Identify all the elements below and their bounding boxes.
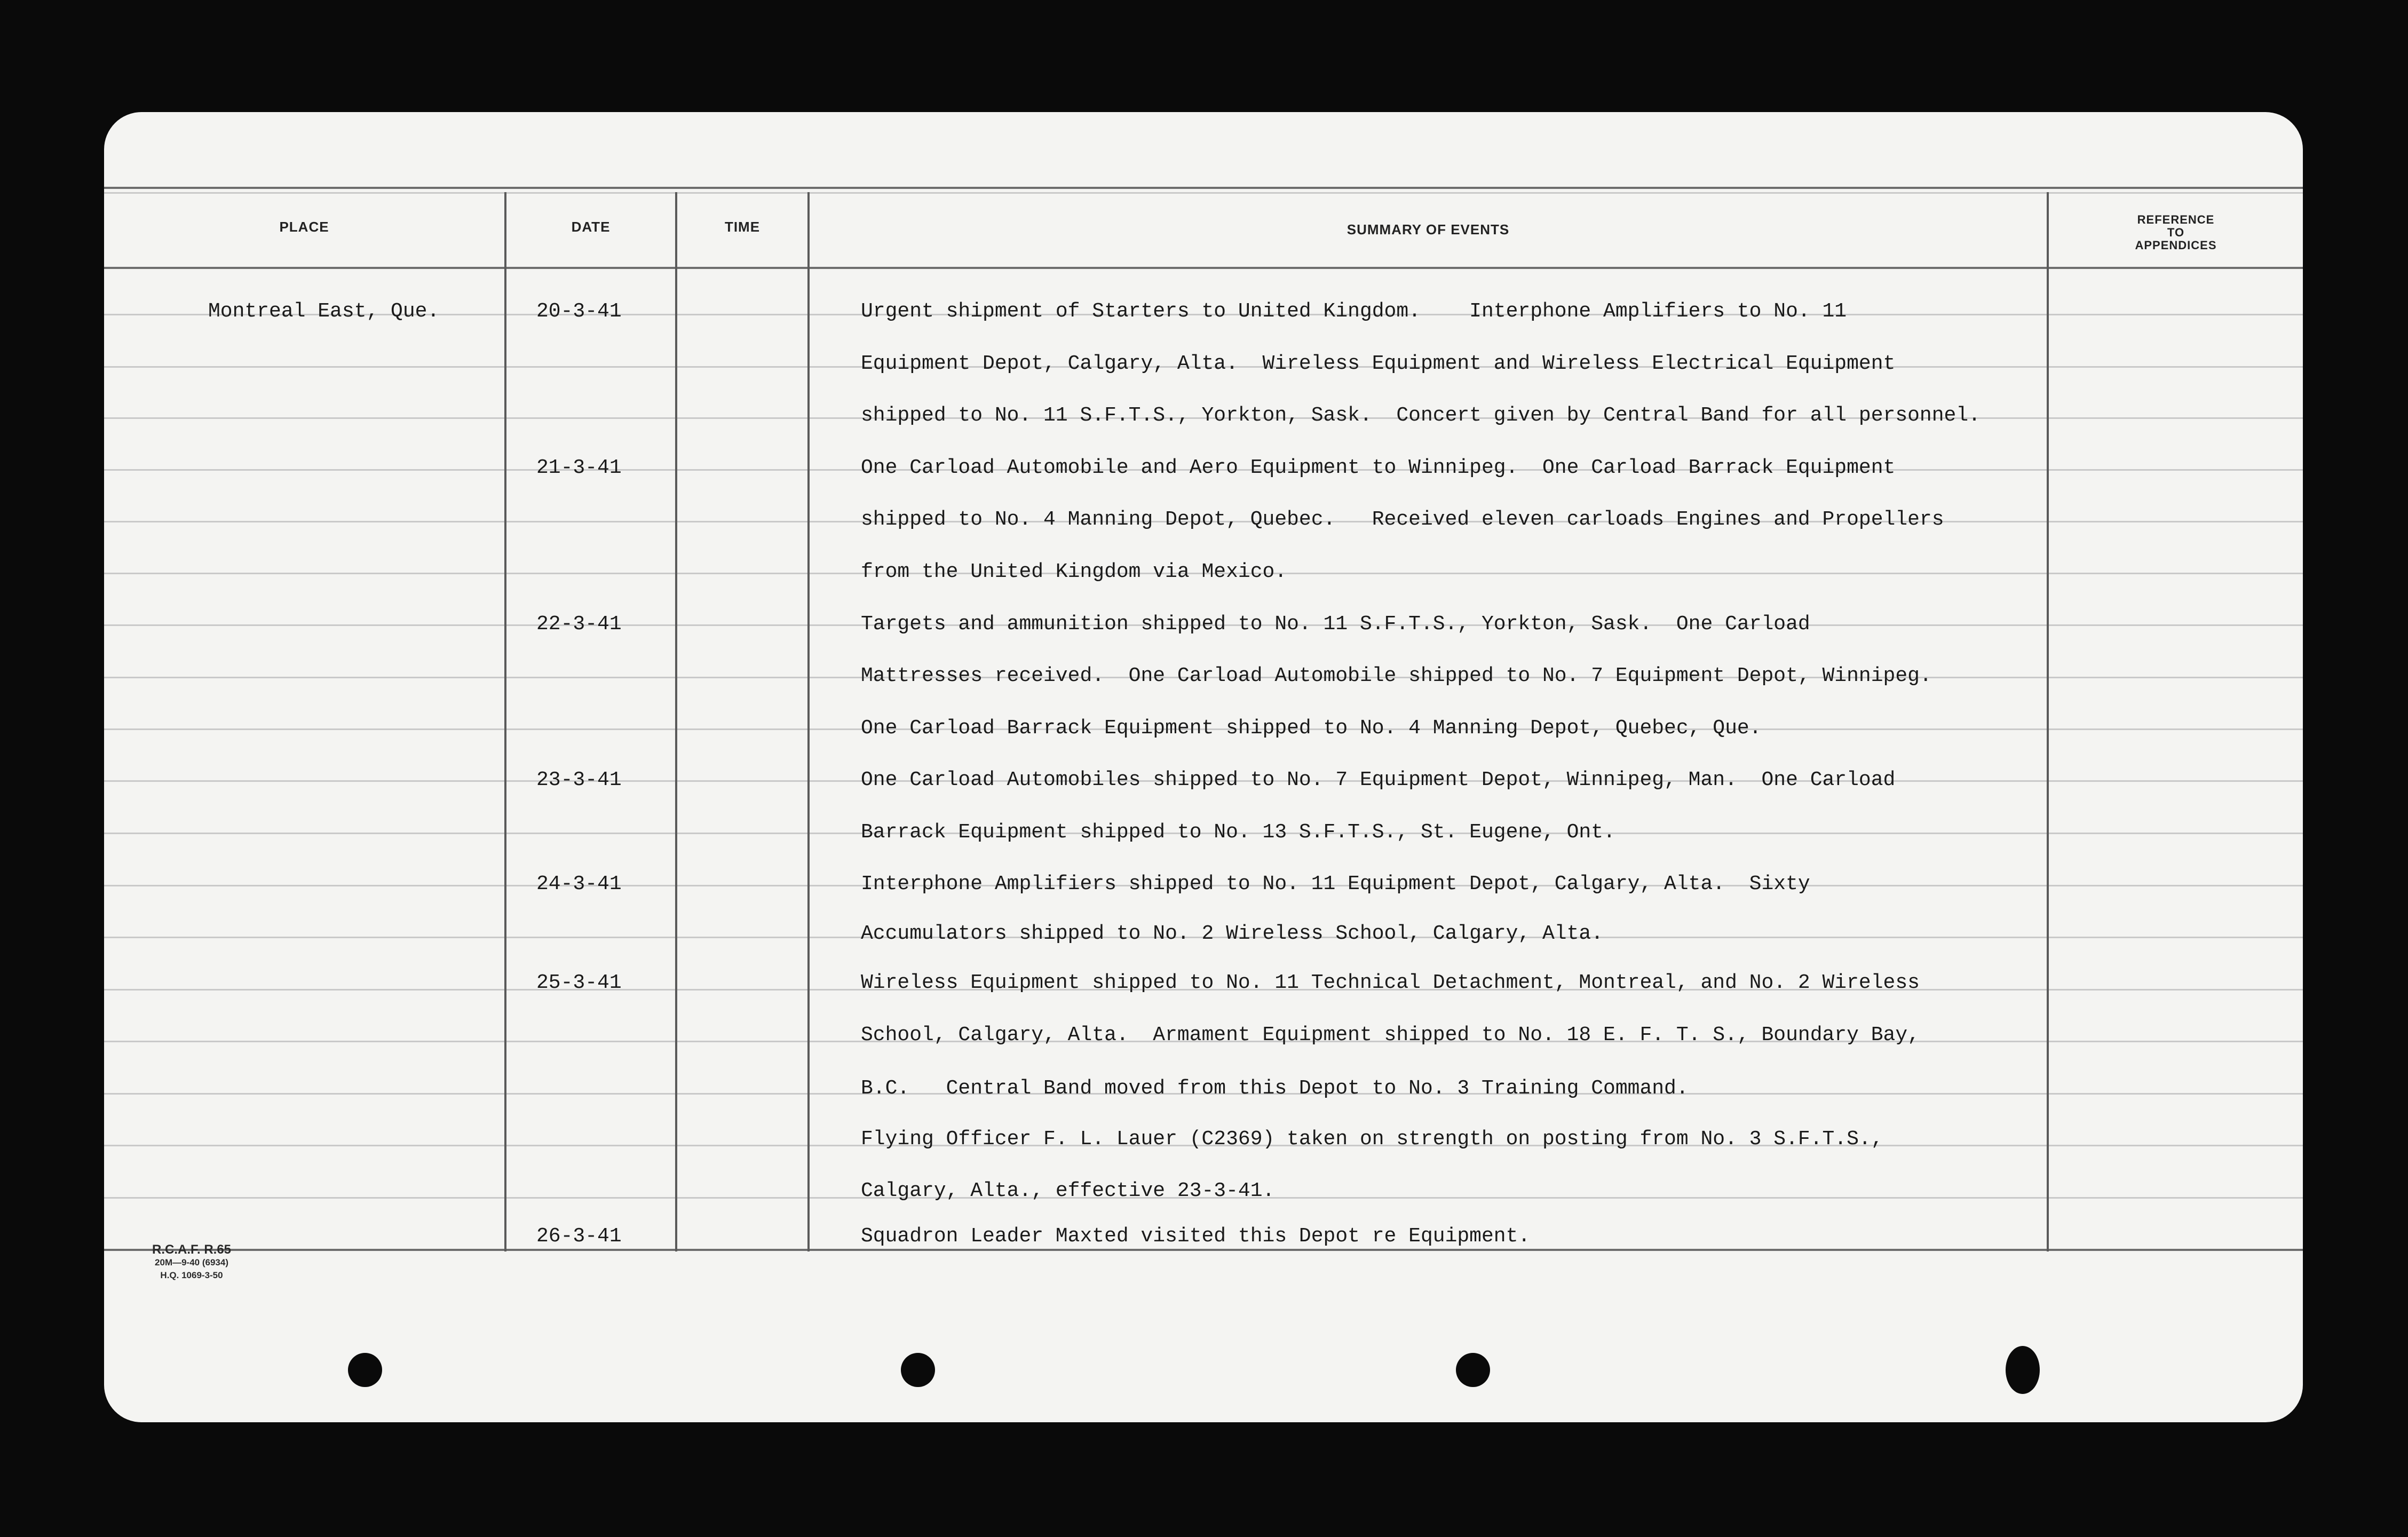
header-summary: SUMMARY OF EVENTS [1346, 221, 1510, 237]
summary-line: One Carload Automobiles shipped to No. 7 Equipment Depot, Winnipeg, Man. One Carload [861, 769, 1896, 791]
header-reference [2049, 213, 2303, 252]
header-reference-line: REFERENCE [2137, 213, 2215, 226]
bottom-rule [104, 1249, 2303, 1251]
form-code-line: 20M—9-40 (6934) [155, 1257, 228, 1267]
date-entry: 20-3-41 [536, 300, 622, 323]
summary-line: Squadron Leader Maxted visited this Depot re Equipment. [861, 1225, 1531, 1248]
top-rule [104, 187, 2303, 189]
form-code [152, 1243, 231, 1282]
summary-line: shipped to No. 4 Manning Depot, Quebec. Received eleven carloads Engines and Propellers [861, 508, 1944, 531]
form-code-line: H.Q. 1069-3-50 [160, 1270, 223, 1280]
summary-line: One Carload Automobile and Aero Equipment to Winnipeg. One Carload Barrack Equipment [861, 456, 1896, 479]
punch-hole [348, 1353, 382, 1387]
summary-line: Urgent shipment of Starters to United Kingdom. Interphone Amplifiers to No. 11 [861, 300, 1847, 323]
header-reference-line: TO [2167, 226, 2185, 239]
header-date: DATE [571, 219, 611, 235]
summary-line: Targets and ammunition shipped to No. 11 S.F.T.S., Yorkton, Sask. One Carload [861, 613, 1810, 636]
date-entry: 22-3-41 [536, 613, 622, 636]
header-place: PLACE [279, 219, 329, 235]
summary-line: Barrack Equipment shipped to No. 13 S.F.T.S., St. Eugene, Ont. [861, 821, 1615, 844]
summary-line: Flying Officer F. L. Lauer (C2369) taken on strength on posting from No. 3 S.F.T.S., [861, 1128, 1883, 1151]
column-divider-time [807, 192, 810, 1251]
column-divider-date [675, 192, 677, 1251]
punch-hole [901, 1353, 935, 1387]
date-entry: 24-3-41 [536, 873, 622, 896]
punch-hole [2006, 1346, 2040, 1394]
column-divider-place [504, 192, 506, 1251]
summary-line: One Carload Barrack Equipment shipped to No. 4 Manning Depot, Quebec, Que. [861, 717, 1762, 740]
header-rule [104, 267, 2303, 269]
summary-line: shipped to No. 11 S.F.T.S., Yorkton, Sask. Concert given by Central Band for all personnel. [861, 404, 1981, 427]
summary-line: Calgary, Alta., effective 23-3-41. [861, 1179, 1275, 1202]
summary-line: Wireless Equipment shipped to No. 11 Technical Detachment, Montreal, and No. 2 Wireless [861, 971, 1920, 994]
summary-line: from the United Kingdom via Mexico. [861, 560, 1287, 583]
summary-line: Mattresses received. One Carload Automobile shipped to No. 7 Equipment Depot, Winnipeg. [861, 664, 1932, 687]
summary-line: Interphone Amplifiers shipped to No. 11 Equipment Depot, Calgary, Alta. Sixty [861, 873, 1810, 896]
summary-line: Accumulators shipped to No. 2 Wireless School, Calgary, Alta. [861, 922, 1604, 945]
diary-card [104, 112, 2303, 1422]
header-reference-line: APPENDICES [2135, 239, 2217, 252]
summary-line: B.C. Central Band moved from this Depot to No. 3 Training Command. [861, 1077, 1689, 1100]
column-divider-summary [2047, 192, 2049, 1251]
date-entry: 25-3-41 [536, 971, 622, 994]
top-rule-thin [104, 192, 2303, 194]
place-entry: Montreal East, Que. [208, 300, 440, 323]
summary-line: School, Calgary, Alta. Armament Equipment shipped to No. 18 E. F. T. S., Boundary Bay, [861, 1024, 1920, 1047]
date-entry: 26-3-41 [536, 1225, 622, 1248]
date-entry: 23-3-41 [536, 769, 622, 791]
form-code-line: R.C.A.F. R.65 [152, 1242, 232, 1257]
summary-line: Equipment Depot, Calgary, Alta. Wireless Equipment and Wireless Electrical Equipment [861, 352, 1896, 375]
header-time: TIME [724, 219, 761, 235]
date-entry: 21-3-41 [536, 456, 622, 479]
punch-hole [1456, 1353, 1490, 1387]
